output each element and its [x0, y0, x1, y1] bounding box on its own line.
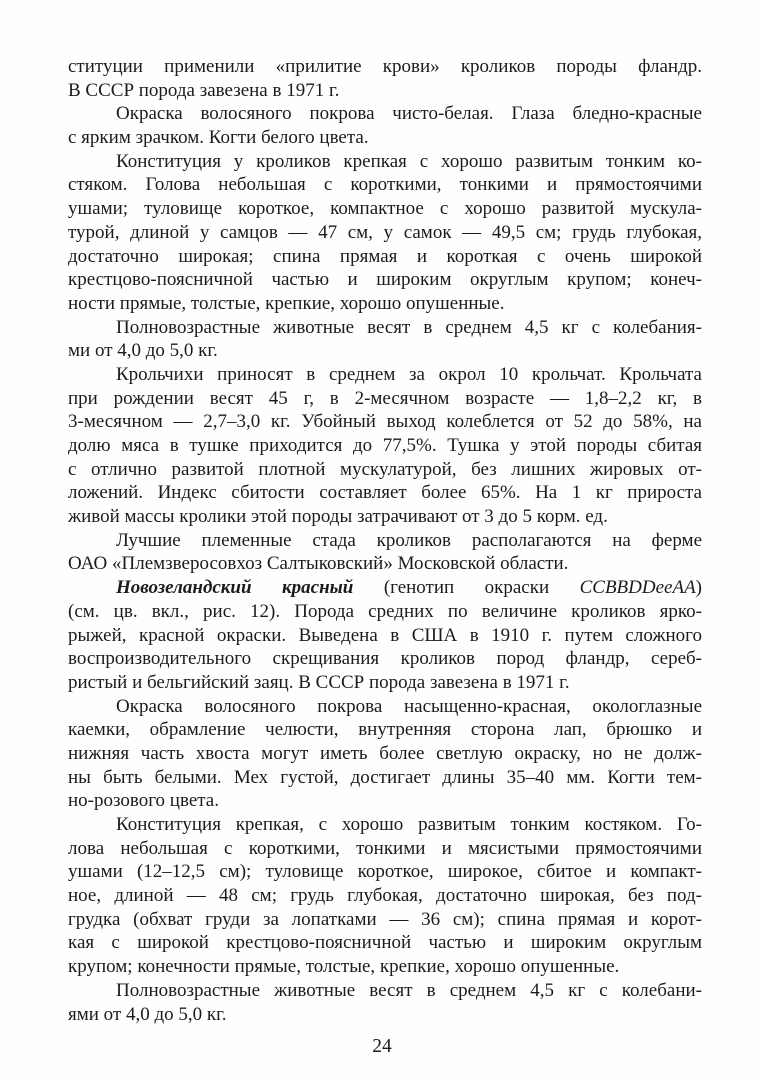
text-line: ное, длиной — 48 см; грудь глубокая, достаточно широкая, без под- — [68, 885, 702, 907]
text-line: ституции применили «прилитие крови» кроликов породы фландр. — [68, 56, 702, 77]
text-line: воспроизводительного скрещивания кроликов пород фландр, сереб- — [68, 648, 702, 670]
text-line: рыжей, красной окраски. Выведена в США в 1910 г. путем сложного — [68, 624, 702, 646]
text-line: долю мяса в тушке приходится до 77,5%. Тушка у этой породы сбитая — [68, 435, 702, 456]
text-line: при рождении весят 45 г, в 2-месячном возрасте — 1,8–2,2 кг, в — [68, 387, 702, 409]
text-line: ушами; туловище короткое, компактное с хорошо развитой мускула- — [68, 198, 702, 220]
text-line — [68, 576, 702, 600]
text-segment: ) — [695, 577, 702, 599]
text-line: Конституция крепкая, с хорошо развитым тонким костяком. Го- — [116, 814, 702, 835]
text-line: каемки, обрамление челюсти, внутренняя сторона лап, брюшко и — [68, 719, 702, 741]
text-line: но-розового цвета. — [68, 790, 219, 812]
text-line: Лучшие племенные стада кроликов располагаются на ферме — [116, 529, 702, 551]
text-line: ми от 4,0 до 5,0 кг. — [68, 340, 218, 362]
text-line: Конституция у кроликов крепкая с хорошо развитым тонким ко- — [116, 150, 702, 172]
text-line: Окраска волосяного покрова чисто-белая. Глаза бледно-красные — [116, 103, 702, 125]
text-line: живой массы кролики этой породы затрачивают от 3 до 5 корм. ед. — [68, 506, 608, 528]
text-line: ушами (12–12,5 см); туловище короткое, широкое, сбитое и компакт- — [68, 861, 702, 883]
genotype-code: CCBBDDeeAA — [579, 577, 696, 599]
text-line: с отлично развитой плотной мускулатурой, без лишних жировых от- — [68, 458, 702, 480]
text-line: крупом; конечности прямые, толстые, крепкие, хорошо опушенные. — [68, 956, 620, 978]
text-line: турой, длиной у самцов — 47 см, у самок — 49,5 см; грудь глубокая, — [68, 221, 702, 243]
text-line: (см. цв. вкл., рис. 12). Порода средних по величине кроликов ярко- — [68, 600, 702, 622]
text-line: лова небольшая с короткими, тонкими и мясистыми прямостоячими — [68, 837, 702, 859]
text-line: Окраска волосяного покрова насыщенно-красная, окологлазные — [116, 695, 702, 717]
text-line: Полновозрастные животные весят в среднем 4,5 кг с колебания- — [116, 316, 702, 338]
text-line: Крольчихи приносят в среднем за окрол 10 крольчат. Крольчата — [116, 363, 702, 385]
page-number: 24 — [372, 1036, 392, 1057]
text-line: ны быть белыми. Мех густой, достигает длины 35–40 мм. Когти тем- — [68, 766, 702, 788]
text-line: Полновозрастные животные весят в среднем 4,5 кг с колебани- — [116, 979, 702, 1001]
text-line: грудка (обхват груди за лопатками — 36 см); спина прямая и корот- — [68, 908, 702, 930]
text-segment: (генотип окраски — [353, 577, 580, 599]
text-line: с ярким зрачком. Когти белого цвета. — [68, 127, 369, 149]
text-line: кая с широкой крестцово-поясничной частью и широким округлым — [68, 932, 702, 954]
text-line: 3-месячном — 2,7–3,0 кг. Убойный выход колеблется от 52 до 58%, на — [68, 411, 702, 433]
breed-name-emphasis: Новозеландский красный — [116, 577, 354, 599]
text-line: стяком. Голова небольшая с короткими, тонкими и прямостоячими — [68, 174, 702, 196]
text-line: ложений. Индекс сбитости составляет более 65%. На 1 кг прироста — [68, 482, 702, 504]
text-line: достаточно широкая; спина прямая и короткая с очень широкой — [68, 245, 702, 267]
text-line: ОАО «Племзверосовхоз Салтыковский» Московской области. — [68, 553, 569, 575]
text-line: ности прямые, толстые, крепкие, хорошо опушенные. — [68, 292, 505, 314]
text-line: ристый и бельгийский заяц. В СССР порода завезена в 1971 г. — [68, 671, 570, 693]
text-line: ями от 4,0 до 5,0 кг. — [68, 1003, 227, 1025]
text-line: крестцово-поясничной частью и широким округлым крупом; конеч- — [68, 269, 702, 291]
page-text — [68, 55, 702, 1026]
text-line: нижняя часть хвоста могут иметь более светлую окраску, но не долж- — [68, 742, 702, 764]
text-line: В СССР порода завезена в 1971 г. — [68, 79, 340, 101]
